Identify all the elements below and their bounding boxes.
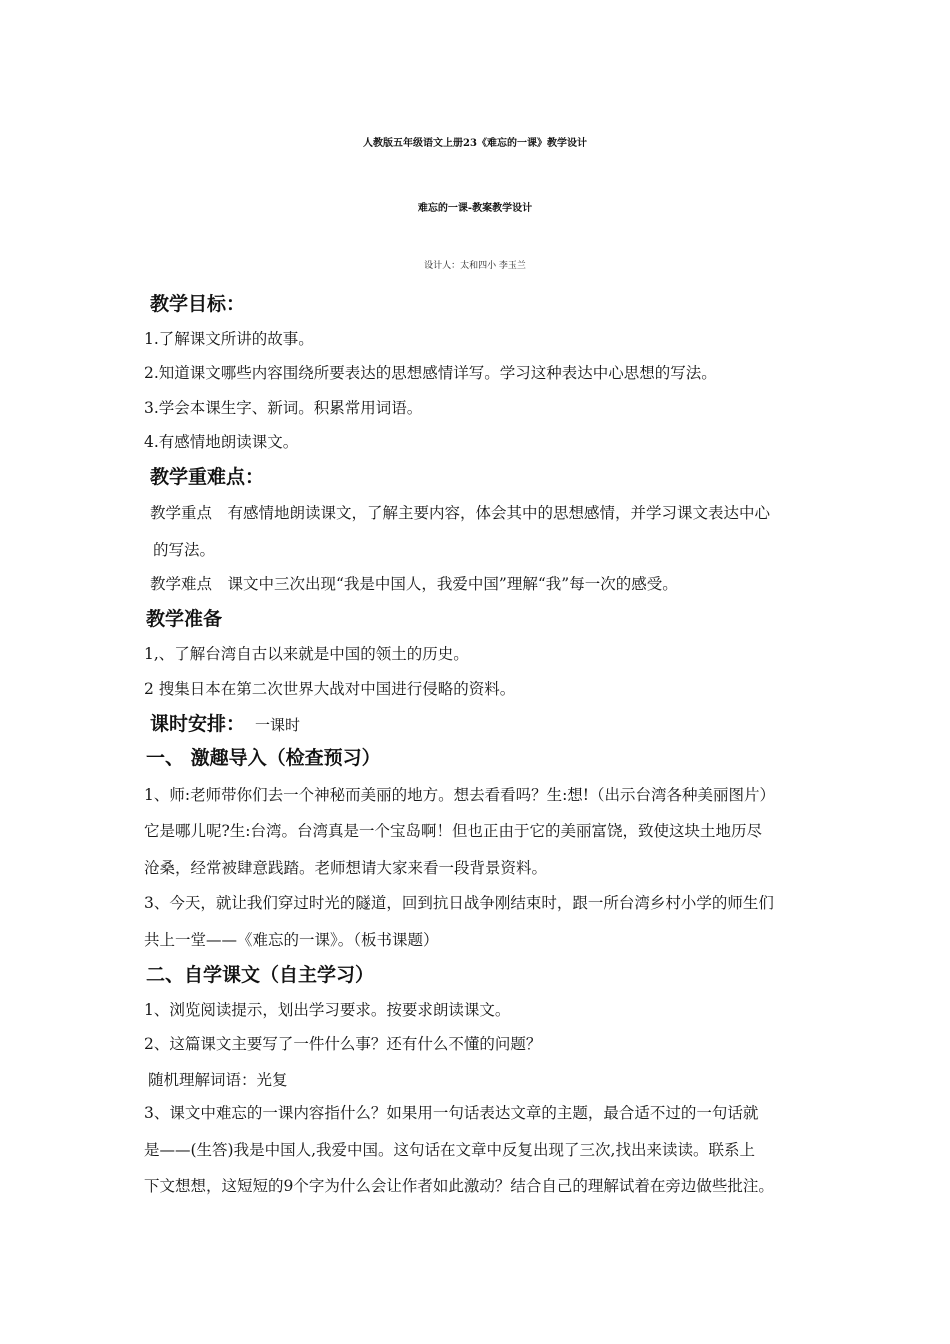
section1-heading: 一、 激趣导入（检查预习） — [146, 747, 381, 769]
key-points-heading: 教学重难点： — [150, 466, 265, 488]
section2-line: 是——(生答)我是中国人,我爱中国。这句话在文章中反复出现了三次,找出来读读。联系上 — [144, 1141, 755, 1159]
schedule-heading — [150, 709, 300, 736]
objective-item: 1.了解课文所讲的故事。 — [144, 330, 314, 348]
schedule-value: 一课时 — [255, 716, 301, 734]
teaching-difficulty: 教学难点 课文中三次出现“我是中国人，我爱中国”理解“我”每一次的感受。 — [150, 575, 678, 593]
section1-line: 1、师:老师带你们去一个神秘而美丽的地方。想去看看吗？生:想!（出示台湾各种美丽图片） — [144, 786, 776, 804]
author-byline: 设计人：太和四小 李玉兰 — [424, 261, 526, 271]
section2-line: 2、这篇课文主要写了一件什么事？还有什么不懂的问题？ — [144, 1035, 542, 1053]
objective-item: 4.有感情地朗读课文。 — [144, 433, 299, 451]
section1-line: 它是哪儿呢?生:台湾。台湾真是一个宝岛啊！但也正由于它的美丽富饶，致使这块土地历尽 — [144, 822, 763, 840]
document-subtitle: 难忘的一课-教案教学设计 — [417, 203, 533, 214]
document-title: 人教版五年级语文上册23《难忘的一课》教学设计 — [363, 138, 587, 149]
section2-line: 3、课文中难忘的一课内容指什么？如果用一句话表达文章的主题，最合适不过的一句话就 — [144, 1104, 759, 1122]
teaching-focus-line: 的写法。 — [153, 541, 216, 559]
objective-item: 2.知道课文哪些内容围绕所要表达的思想感情详写。学习这种表达中心思想的写法。 — [144, 364, 717, 382]
section1-line: 共上一堂——《难忘的一课》。（板书课题） — [144, 931, 439, 949]
schedule-label: 课时安排： — [150, 713, 246, 735]
teaching-focus-line: 教学重点 有感情地朗读课文，了解主要内容，体会其中的思想感情，并学习课文表达中心 — [150, 504, 771, 522]
section2-heading: 二、自学课文（自主学习） — [146, 964, 375, 986]
section1-line: 3、今天，就让我们穿过时光的隧道，回到抗日战争刚结束时，跟一所台湾乡村小学的师生们 — [144, 894, 774, 912]
section2-line: 1、浏览阅读提示，划出学习要求。按要求朗读课文。 — [144, 1001, 511, 1019]
preparation-item: 1,、了解台湾自古以来就是中国的领土的历史。 — [144, 645, 469, 663]
section2-line: 下文想想，这短短的9个字为什么会让作者如此激动？结合自己的理解试着在旁边做些批注。 — [144, 1177, 774, 1195]
section1-line: 沧桑，经常被肆意践踏。老师想请大家来看一段背景资料。 — [144, 859, 548, 877]
objectives-heading: 教学目标： — [150, 293, 246, 315]
objective-item: 3.学会本课生字、新词。积累常用词语。 — [144, 399, 423, 417]
preparation-item: 2 搜集日本在第二次世界大战对中国进行侵略的资料。 — [144, 680, 516, 698]
preparation-heading: 教学准备 — [146, 608, 223, 630]
section2-line: 随机理解词语：光复 — [148, 1071, 288, 1089]
